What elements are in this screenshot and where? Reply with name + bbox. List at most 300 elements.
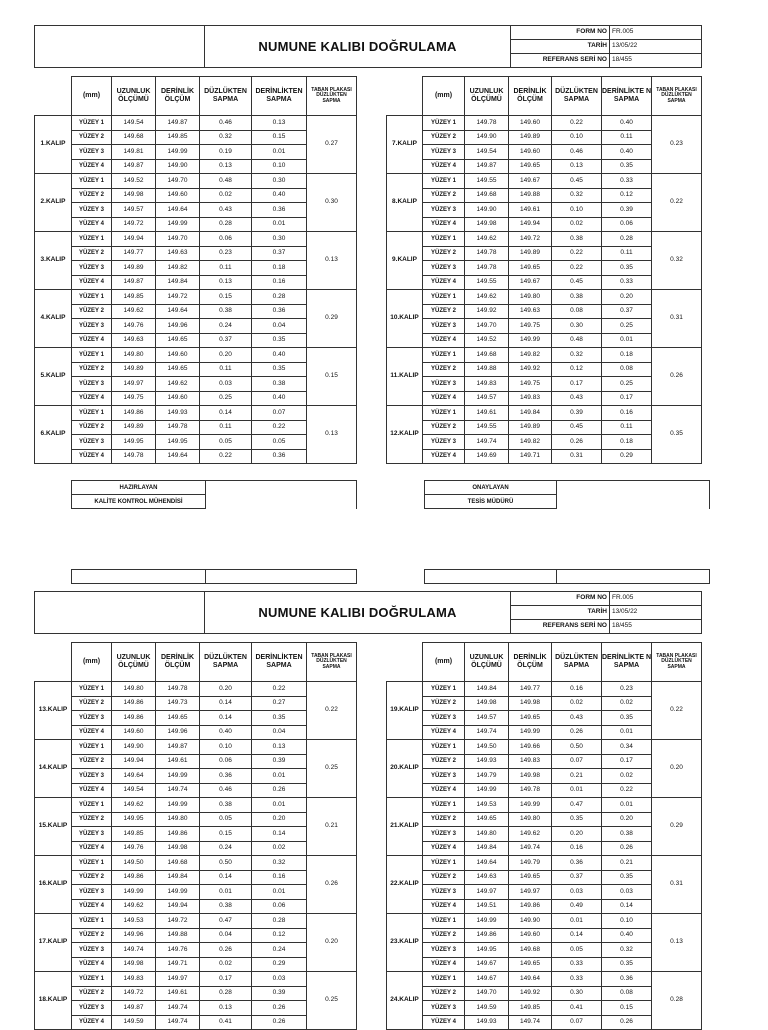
derinlikten-sapma-value: 0.40 xyxy=(602,116,652,131)
yuzey-label: YÜZEY 2 xyxy=(423,362,465,377)
yuzey-label: YÜZEY 1 xyxy=(423,972,465,987)
table-row xyxy=(387,682,702,697)
table-row xyxy=(35,348,357,363)
uzunluk-value: 149.74 xyxy=(465,725,509,740)
derinlikten-sapma-value: 0.35 xyxy=(602,159,652,174)
derinlik-value: 149.77 xyxy=(509,682,552,697)
derinlikten-sapma-value: 0.06 xyxy=(252,899,307,914)
uzunluk-value: 149.63 xyxy=(112,333,156,348)
header-blank-cell xyxy=(35,592,205,634)
derinlikten-sapma-value: 0.12 xyxy=(602,188,652,203)
table-row xyxy=(35,682,357,697)
yuzey-label: YÜZEY 4 xyxy=(72,899,112,914)
derinlik-value: 149.66 xyxy=(509,740,552,755)
taban-sapma-value: 0.20 xyxy=(307,914,357,972)
uzunluk-value: 149.97 xyxy=(112,377,156,392)
derinlik-value: 149.87 xyxy=(156,116,200,131)
col-header-uzunluk: UZUNLUK ÖLÇÜMÜ xyxy=(112,77,156,116)
uzunluk-value: 149.54 xyxy=(112,116,156,131)
measurement-table-left xyxy=(34,642,357,1030)
yuzey-label: YÜZEY 4 xyxy=(72,275,112,290)
derinlik-value: 149.65 xyxy=(509,159,552,174)
duzlukten-sapma-value: 0.20 xyxy=(200,348,252,363)
yuzey-label: YÜZEY 1 xyxy=(423,348,465,363)
uzunluk-value: 149.55 xyxy=(465,275,509,290)
derinlikten-sapma-value: 0.16 xyxy=(602,406,652,421)
form-no-label: FORM NO xyxy=(511,592,610,606)
derinlik-value: 149.97 xyxy=(509,885,552,900)
derinlik-value: 149.78 xyxy=(156,682,200,697)
table-row xyxy=(387,406,702,421)
table-row xyxy=(387,740,702,755)
yuzey-label: YÜZEY 1 xyxy=(72,972,112,987)
uzunluk-value: 149.84 xyxy=(465,682,509,697)
uzunluk-value: 149.50 xyxy=(112,856,156,871)
duzlukten-sapma-value: 0.30 xyxy=(552,319,602,334)
derinlikten-sapma-value: 0.32 xyxy=(252,856,307,871)
uzunluk-value: 149.86 xyxy=(465,928,509,943)
hazirlayan-role: KALİTE KONTROL MÜHENDİSİ xyxy=(72,495,206,509)
kalip-label: 16.KALIP xyxy=(35,856,72,914)
duzlukten-sapma-value: 0.46 xyxy=(552,145,602,160)
duzlukten-sapma-value: 0.47 xyxy=(552,798,602,813)
derinlik-value: 149.61 xyxy=(156,986,200,1001)
derinlikten-sapma-value: 0.28 xyxy=(602,232,652,247)
table-row xyxy=(387,798,702,813)
uzunluk-value: 149.52 xyxy=(465,333,509,348)
yuzey-label: YÜZEY 3 xyxy=(72,943,112,958)
uzunluk-value: 149.94 xyxy=(112,232,156,247)
duzlukten-sapma-value: 0.39 xyxy=(552,406,602,421)
table-row xyxy=(35,972,357,987)
uzunluk-value: 149.89 xyxy=(112,420,156,435)
uzunluk-value: 149.78 xyxy=(465,261,509,276)
derinlik-value: 149.65 xyxy=(509,957,552,972)
tarih-value: 13/05/22 xyxy=(610,606,702,620)
derinlikten-sapma-value: 0.20 xyxy=(602,290,652,305)
yuzey-label: YÜZEY 1 xyxy=(423,406,465,421)
kalip-label: 5.KALIP xyxy=(35,348,72,406)
yuzey-label: YÜZEY 2 xyxy=(72,986,112,1001)
taban-sapma-value: 0.26 xyxy=(307,856,357,914)
yuzey-label: YÜZEY 3 xyxy=(423,769,465,784)
col-header-taban: TABAN PLAKASI DÜZLÜKTEN SAPMA xyxy=(652,643,702,682)
measurement-table-right xyxy=(386,76,702,464)
kalip-label: 23.KALIP xyxy=(387,914,423,972)
yuzey-label: YÜZEY 1 xyxy=(423,174,465,189)
duzlukten-sapma-value: 0.26 xyxy=(552,435,602,450)
kalip-label: 22.KALIP xyxy=(387,856,423,914)
derinlikten-sapma-value: 0.35 xyxy=(602,711,652,726)
table-row xyxy=(387,856,702,871)
uzunluk-value: 149.90 xyxy=(465,130,509,145)
duzlukten-sapma-value: 0.10 xyxy=(552,130,602,145)
col-header-taban: TABAN PLAKASI DÜZLÜKTEN SAPMA xyxy=(652,77,702,116)
yuzey-label: YÜZEY 1 xyxy=(72,914,112,929)
kalip-label: 12.KALIP xyxy=(387,406,423,464)
derinlik-value: 149.92 xyxy=(509,362,552,377)
derinlik-value: 149.92 xyxy=(509,986,552,1001)
taban-sapma-value: 0.13 xyxy=(652,914,702,972)
duzlukten-sapma-value: 0.01 xyxy=(200,885,252,900)
yuzey-label: YÜZEY 2 xyxy=(423,928,465,943)
kalip-label: 3.KALIP xyxy=(35,232,72,290)
duzlukten-sapma-value: 0.50 xyxy=(200,856,252,871)
yuzey-label: YÜZEY 3 xyxy=(423,885,465,900)
uzunluk-value: 149.65 xyxy=(465,812,509,827)
derinlik-value: 149.68 xyxy=(509,943,552,958)
derinlik-value: 149.67 xyxy=(509,174,552,189)
uzunluk-value: 149.95 xyxy=(465,943,509,958)
uzunluk-value: 149.76 xyxy=(112,841,156,856)
uzunluk-value: 149.80 xyxy=(112,348,156,363)
yuzey-label: YÜZEY 3 xyxy=(423,711,465,726)
kalip-label: 13.KALIP xyxy=(35,682,72,740)
yuzey-label: YÜZEY 3 xyxy=(72,377,112,392)
tarih-value: 13/05/22 xyxy=(610,40,702,54)
col-header-uzunluk: UZUNLUK ÖLÇÜMÜ xyxy=(465,643,509,682)
taban-sapma-value: 0.35 xyxy=(652,406,702,464)
uzunluk-value: 149.86 xyxy=(112,406,156,421)
derinlik-value: 149.99 xyxy=(156,769,200,784)
duzlukten-sapma-value: 0.36 xyxy=(200,769,252,784)
col-header-taban: TABAN PLAKASI DÜZLÜKTEN SAPMA xyxy=(307,77,357,116)
yuzey-label: YÜZEY 3 xyxy=(72,145,112,160)
yuzey-label: YÜZEY 4 xyxy=(423,957,465,972)
derinlikten-sapma-value: 0.40 xyxy=(252,188,307,203)
derinlik-value: 149.64 xyxy=(156,203,200,218)
duzlukten-sapma-value: 0.43 xyxy=(200,203,252,218)
taban-sapma-value: 0.28 xyxy=(652,972,702,1030)
derinlikten-sapma-value: 0.40 xyxy=(602,145,652,160)
col-header-derinlikten: DERİNLİKTEN SAPMA xyxy=(252,77,307,116)
yuzey-label: YÜZEY 3 xyxy=(72,711,112,726)
derinlikten-sapma-value: 0.01 xyxy=(252,798,307,813)
yuzey-label: YÜZEY 4 xyxy=(72,333,112,348)
derinlikten-sapma-value: 0.16 xyxy=(252,275,307,290)
duzlukten-sapma-value: 0.06 xyxy=(200,754,252,769)
duzlukten-sapma-value: 0.45 xyxy=(552,275,602,290)
footer-cell xyxy=(206,570,357,584)
duzlukten-sapma-value: 0.24 xyxy=(200,841,252,856)
derinlik-value: 149.87 xyxy=(156,740,200,755)
derinlik-value: 149.78 xyxy=(509,783,552,798)
uzunluk-value: 149.93 xyxy=(465,754,509,769)
duzlukten-sapma-value: 0.24 xyxy=(200,319,252,334)
derinlikten-sapma-value: 0.32 xyxy=(602,943,652,958)
derinlik-value: 149.89 xyxy=(509,420,552,435)
table-row xyxy=(387,232,702,247)
uzunluk-value: 149.83 xyxy=(112,972,156,987)
derinlikten-sapma-value: 0.07 xyxy=(252,406,307,421)
uzunluk-value: 149.51 xyxy=(465,899,509,914)
uzunluk-value: 149.62 xyxy=(465,290,509,305)
uzunluk-value: 149.87 xyxy=(112,159,156,174)
duzlukten-sapma-value: 0.22 xyxy=(552,116,602,131)
duzlukten-sapma-value: 0.48 xyxy=(552,333,602,348)
table-row xyxy=(35,914,357,929)
derinlikten-sapma-value: 0.38 xyxy=(602,827,652,842)
derinlikten-sapma-value: 0.01 xyxy=(602,333,652,348)
derinlik-value: 149.71 xyxy=(156,957,200,972)
uzunluk-value: 149.95 xyxy=(112,812,156,827)
derinlik-value: 149.62 xyxy=(509,827,552,842)
uzunluk-value: 149.83 xyxy=(465,377,509,392)
form-header xyxy=(34,591,702,634)
derinlikten-sapma-value: 0.02 xyxy=(252,841,307,856)
uzunluk-value: 149.98 xyxy=(112,188,156,203)
form-no-value: FR.005 xyxy=(610,592,702,606)
derinlik-value: 149.86 xyxy=(156,827,200,842)
yuzey-label: YÜZEY 4 xyxy=(423,275,465,290)
duzlukten-sapma-value: 0.38 xyxy=(200,304,252,319)
table-row xyxy=(35,740,357,755)
uzunluk-value: 149.95 xyxy=(112,435,156,450)
duzlukten-sapma-value: 0.37 xyxy=(552,870,602,885)
duzlukten-sapma-value: 0.23 xyxy=(200,246,252,261)
derinlik-value: 149.78 xyxy=(156,420,200,435)
uzunluk-value: 149.61 xyxy=(465,406,509,421)
col-header-uzunluk: UZUNLUK ÖLÇÜMÜ xyxy=(465,77,509,116)
duzlukten-sapma-value: 0.22 xyxy=(552,246,602,261)
derinlikten-sapma-value: 0.08 xyxy=(602,986,652,1001)
duzlukten-sapma-value: 0.20 xyxy=(552,827,602,842)
derinlik-value: 149.84 xyxy=(156,870,200,885)
kalip-label: 9.KALIP xyxy=(387,232,423,290)
taban-sapma-value: 0.30 xyxy=(307,174,357,232)
yuzey-label: YÜZEY 3 xyxy=(72,1001,112,1016)
duzlukten-sapma-value: 0.01 xyxy=(552,783,602,798)
derinlik-value: 149.79 xyxy=(509,856,552,871)
uzunluk-value: 149.55 xyxy=(465,174,509,189)
duzlukten-sapma-value: 0.28 xyxy=(200,217,252,232)
duzlukten-sapma-value: 0.11 xyxy=(200,362,252,377)
taban-sapma-value: 0.32 xyxy=(652,232,702,290)
yuzey-label: YÜZEY 4 xyxy=(72,1015,112,1030)
derinlikten-sapma-value: 0.35 xyxy=(602,261,652,276)
derinlikten-sapma-value: 0.33 xyxy=(602,174,652,189)
derinlik-value: 149.76 xyxy=(156,943,200,958)
duzlukten-sapma-value: 0.45 xyxy=(552,174,602,189)
col-header-duzlukten: DÜZLÜKTEN SAPMA xyxy=(200,77,252,116)
uzunluk-value: 149.94 xyxy=(112,754,156,769)
yuzey-label: YÜZEY 4 xyxy=(423,783,465,798)
uzunluk-value: 149.97 xyxy=(465,885,509,900)
duzlukten-sapma-value: 0.15 xyxy=(200,290,252,305)
kalip-label: 8.KALIP xyxy=(387,174,423,232)
derinlikten-sapma-value: 0.33 xyxy=(602,275,652,290)
derinlik-value: 149.96 xyxy=(156,725,200,740)
derinlik-value: 149.94 xyxy=(156,899,200,914)
table-row xyxy=(35,856,357,871)
taban-sapma-value: 0.13 xyxy=(307,232,357,290)
derinlikten-sapma-value: 0.02 xyxy=(602,696,652,711)
duzlukten-sapma-value: 0.05 xyxy=(200,435,252,450)
derinlikten-sapma-value: 0.20 xyxy=(602,812,652,827)
yuzey-label: YÜZEY 3 xyxy=(72,319,112,334)
duzlukten-sapma-value: 0.16 xyxy=(552,682,602,697)
yuzey-label: YÜZEY 1 xyxy=(423,740,465,755)
duzlukten-sapma-value: 0.11 xyxy=(200,261,252,276)
duzlukten-sapma-value: 0.02 xyxy=(200,188,252,203)
derinlikten-sapma-value: 0.25 xyxy=(602,319,652,334)
uzunluk-value: 149.75 xyxy=(112,391,156,406)
yuzey-label: YÜZEY 1 xyxy=(72,290,112,305)
onaylayan-role: TESİS MÜDÜRÜ xyxy=(425,495,557,509)
derinlik-value: 149.60 xyxy=(509,116,552,131)
derinlik-value: 149.83 xyxy=(509,391,552,406)
derinlik-value: 149.88 xyxy=(156,928,200,943)
derinlik-value: 149.80 xyxy=(509,290,552,305)
derinlikten-sapma-value: 0.01 xyxy=(252,769,307,784)
uzunluk-value: 149.57 xyxy=(465,391,509,406)
uzunluk-value: 149.68 xyxy=(465,348,509,363)
derinlik-value: 149.97 xyxy=(156,972,200,987)
duzlukten-sapma-value: 0.05 xyxy=(552,943,602,958)
duzlukten-sapma-value: 0.26 xyxy=(200,943,252,958)
derinlikten-sapma-value: 0.39 xyxy=(252,986,307,1001)
uzunluk-value: 149.86 xyxy=(112,870,156,885)
uzunluk-value: 149.89 xyxy=(112,362,156,377)
derinlikten-sapma-value: 0.29 xyxy=(252,957,307,972)
yuzey-label: YÜZEY 1 xyxy=(423,232,465,247)
derinlik-value: 149.74 xyxy=(509,1015,552,1030)
derinlik-value: 149.98 xyxy=(156,841,200,856)
yuzey-label: YÜZEY 1 xyxy=(423,116,465,131)
derinlik-value: 149.98 xyxy=(509,696,552,711)
derinlikten-sapma-value: 0.08 xyxy=(602,362,652,377)
table-row xyxy=(387,174,702,189)
yuzey-label: YÜZEY 4 xyxy=(423,159,465,174)
taban-sapma-value: 0.15 xyxy=(307,348,357,406)
derinlikten-sapma-value: 0.15 xyxy=(602,1001,652,1016)
uzunluk-value: 149.62 xyxy=(112,304,156,319)
uzunluk-value: 149.64 xyxy=(112,769,156,784)
form-no-value: FR.005 xyxy=(610,26,702,40)
derinlik-value: 149.60 xyxy=(509,145,552,160)
uzunluk-value: 149.53 xyxy=(465,798,509,813)
yuzey-label: YÜZEY 4 xyxy=(72,783,112,798)
table-row xyxy=(387,348,702,363)
yuzey-label: YÜZEY 2 xyxy=(72,870,112,885)
yuzey-label: YÜZEY 4 xyxy=(423,1015,465,1030)
onaylayan-label: ONAYLAYAN xyxy=(425,481,557,495)
derinlikten-sapma-value: 0.29 xyxy=(602,449,652,464)
derinlik-value: 149.85 xyxy=(509,1001,552,1016)
yuzey-label: YÜZEY 2 xyxy=(423,304,465,319)
taban-sapma-value: 0.26 xyxy=(652,348,702,406)
derinlik-value: 149.73 xyxy=(156,696,200,711)
yuzey-label: YÜZEY 4 xyxy=(423,725,465,740)
derinlikten-sapma-value: 0.36 xyxy=(252,304,307,319)
yuzey-label: YÜZEY 4 xyxy=(72,449,112,464)
derinlikten-sapma-value: 0.22 xyxy=(252,682,307,697)
derinlik-value: 149.61 xyxy=(156,754,200,769)
corner-blank-cell xyxy=(35,77,72,116)
yuzey-label: YÜZEY 1 xyxy=(72,116,112,131)
derinlikten-sapma-value: 0.35 xyxy=(602,870,652,885)
duzlukten-sapma-value: 0.45 xyxy=(552,420,602,435)
derinlikten-sapma-value: 0.11 xyxy=(602,420,652,435)
kalip-label: 11.KALIP xyxy=(387,348,423,406)
kalip-label: 20.KALIP xyxy=(387,740,423,798)
derinlikten-sapma-value: 0.35 xyxy=(602,957,652,972)
derinlikten-sapma-value: 0.24 xyxy=(252,943,307,958)
yuzey-label: YÜZEY 3 xyxy=(423,943,465,958)
derinlik-value: 149.80 xyxy=(156,812,200,827)
taban-sapma-value: 0.23 xyxy=(652,116,702,174)
taban-sapma-value: 0.25 xyxy=(307,740,357,798)
uzunluk-value: 149.59 xyxy=(465,1001,509,1016)
uzunluk-value: 149.81 xyxy=(112,145,156,160)
derinlik-value: 149.65 xyxy=(509,261,552,276)
duzlukten-sapma-value: 0.46 xyxy=(200,783,252,798)
kalip-label: 24.KALIP xyxy=(387,972,423,1030)
duzlukten-sapma-value: 0.03 xyxy=(552,885,602,900)
uzunluk-value: 149.84 xyxy=(465,841,509,856)
derinlikten-sapma-value: 0.39 xyxy=(252,754,307,769)
duzlukten-sapma-value: 0.33 xyxy=(552,957,602,972)
uzunluk-value: 149.64 xyxy=(465,856,509,871)
taban-sapma-value: 0.21 xyxy=(307,798,357,856)
col-header-derinlik: DERİNLİK ÖLÇÜM xyxy=(156,77,200,116)
duzlukten-sapma-value: 0.38 xyxy=(200,899,252,914)
yuzey-label: YÜZEY 2 xyxy=(72,696,112,711)
derinlikten-sapma-value: 0.03 xyxy=(252,972,307,987)
yuzey-label: YÜZEY 4 xyxy=(423,217,465,232)
derinlik-value: 149.95 xyxy=(156,435,200,450)
derinlik-value: 149.83 xyxy=(509,754,552,769)
duzlukten-sapma-value: 0.31 xyxy=(552,449,602,464)
uzunluk-value: 149.85 xyxy=(112,290,156,305)
duzlukten-sapma-value: 0.13 xyxy=(200,159,252,174)
duzlukten-sapma-value: 0.32 xyxy=(552,348,602,363)
derinlik-value: 149.90 xyxy=(509,914,552,929)
uzunluk-value: 149.67 xyxy=(465,972,509,987)
uzunluk-value: 149.87 xyxy=(112,1001,156,1016)
derinlikten-sapma-value: 0.11 xyxy=(602,246,652,261)
derinlik-value: 149.88 xyxy=(509,188,552,203)
yuzey-label: YÜZEY 2 xyxy=(423,812,465,827)
derinlik-value: 149.60 xyxy=(156,348,200,363)
derinlik-value: 149.99 xyxy=(509,798,552,813)
yuzey-label: YÜZEY 1 xyxy=(423,290,465,305)
header-blank-cell xyxy=(35,26,205,68)
derinlik-value: 149.65 xyxy=(156,333,200,348)
kalip-label: 19.KALIP xyxy=(387,682,423,740)
table-row xyxy=(387,290,702,305)
duzlukten-sapma-value: 0.41 xyxy=(552,1001,602,1016)
yuzey-label: YÜZEY 4 xyxy=(423,333,465,348)
uzunluk-value: 149.59 xyxy=(112,1015,156,1030)
uzunluk-value: 149.98 xyxy=(465,696,509,711)
derinlikten-sapma-value: 0.22 xyxy=(602,783,652,798)
yuzey-label: YÜZEY 3 xyxy=(72,885,112,900)
uzunluk-value: 149.87 xyxy=(112,275,156,290)
duzlukten-sapma-value: 0.17 xyxy=(552,377,602,392)
col-header-duzlukten: DÜZLÜKTEN SAPMA xyxy=(200,643,252,682)
yuzey-label: YÜZEY 1 xyxy=(423,682,465,697)
derinlikten-sapma-value: 0.37 xyxy=(602,304,652,319)
yuzey-label: YÜZEY 4 xyxy=(72,725,112,740)
duzlukten-sapma-value: 0.38 xyxy=(552,290,602,305)
yuzey-label: YÜZEY 4 xyxy=(423,899,465,914)
taban-sapma-value: 0.13 xyxy=(307,406,357,464)
uzunluk-value: 149.78 xyxy=(465,116,509,131)
col-header-derinlik: DERİNLİK ÖLÇÜM xyxy=(509,77,552,116)
signature-hazirlayan xyxy=(71,480,357,509)
duzlukten-sapma-value: 0.25 xyxy=(200,391,252,406)
